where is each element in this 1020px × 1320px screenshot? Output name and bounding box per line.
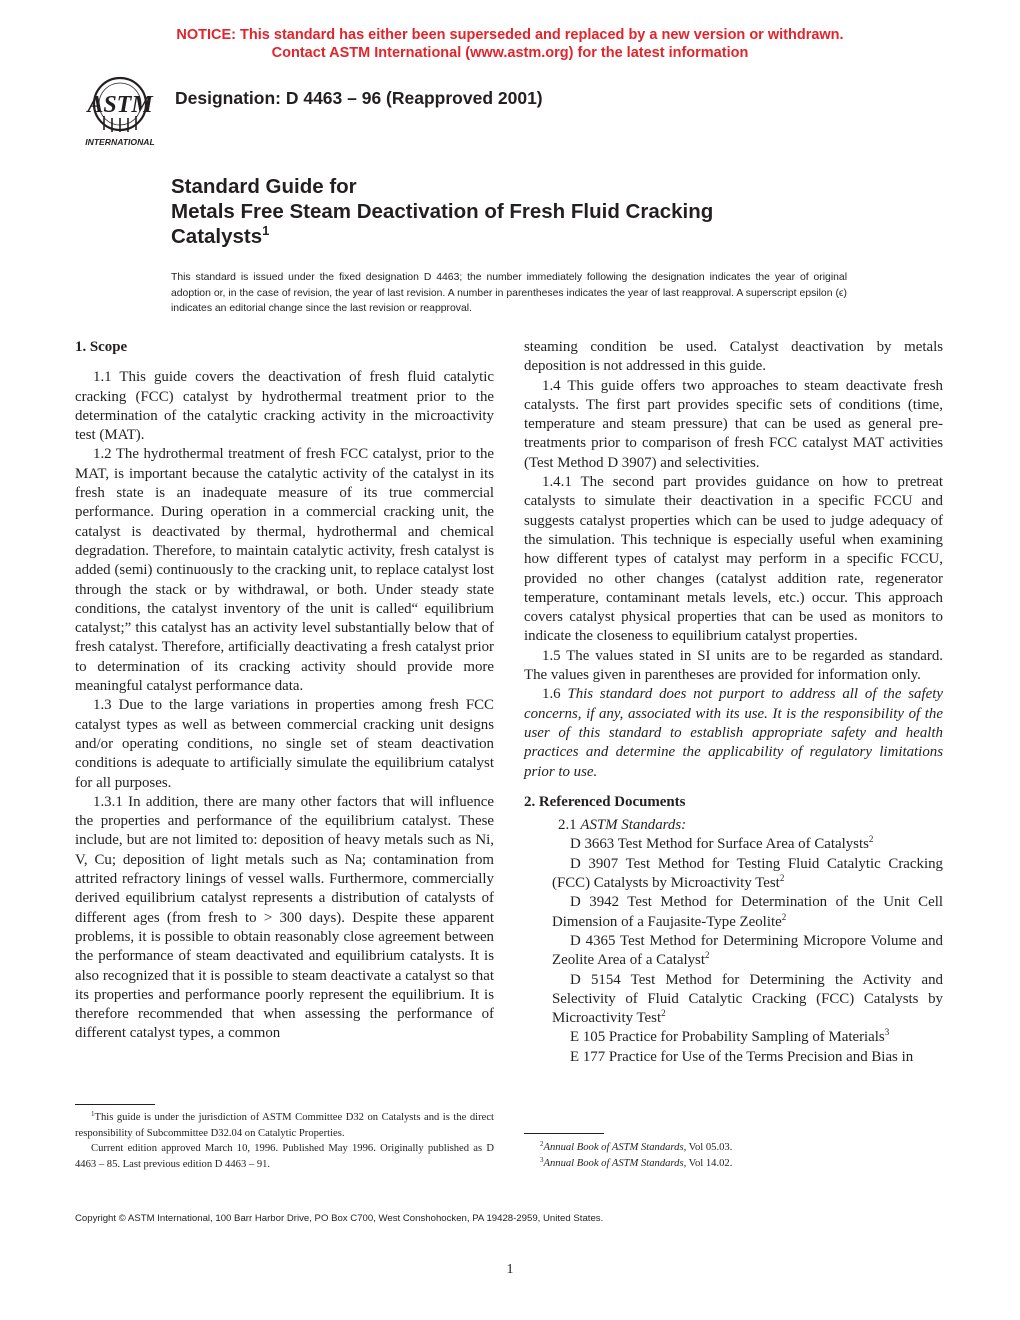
reference-item: D 3942 Test Method for Determination of the Unit Cell Dimension of a Faujasite-Type Zeolite$^2$ bbox=[552, 894, 943, 930]
astm-logo bbox=[74, 76, 166, 150]
reference-item: D 4365 Test Method for Determining Micropore Volume and Zeolite Area of a Catalyst$^2$ bbox=[552, 932, 943, 969]
referenced-documents-heading: 2. Referenced Documents bbox=[524, 793, 686, 810]
paragraph-1-4-1: 1.4.1 The second part provides guidance on how to pretreat catalysts to simulate their deactivation in a specific FCCU and suggests catalyst properties which can be used to judge adequacy of the simulation. This technique is especially useful when examining how different types of catalyst may perform in a specific FCCU, provided no other changes (catalyst addition rate, regenerator temperature, contaminant metals levels, etc.) occur. This approach covers catalyst physical properties that can be used as monitors to indicate the closeness to equilibrium catalyst properties. bbox=[524, 474, 943, 645]
logo-text: ASTM bbox=[87, 92, 153, 118]
paragraph-1-4: 1.4 This guide offers two approaches to steam deactivate fresh catalysts. The first part provides specific sets of conditions (time, temperature and steam pressure) that can be used as general pre-treatments prior to comparison of fresh FCC catalyst MAT activities (Test Method D 3907) and selectivities. bbox=[524, 377, 943, 471]
astm-standards-subheading: 2.1 ASTM Standards: bbox=[558, 817, 687, 834]
paragraph-1-3-1-continued: steaming condition be used. Catalyst deactivation by metals deposition is not addressed in this guide. bbox=[524, 339, 943, 375]
notice-line-2: Contact ASTM International (www.astm.org) for the latest information bbox=[271, 45, 749, 61]
logo-subtext: INTERNATIONAL bbox=[85, 137, 155, 147]
paragraph-1-6: 1.6 This standard does not purport to address all of the safety concerns, if any, associated with its use. It is the responsibility of the user of this standard to establish appropriate safety and health practices and determine the applicability of regulatory limitations prior to use. bbox=[524, 686, 943, 780]
title-line-3: Catalysts bbox=[171, 225, 263, 248]
left-column bbox=[75, 338, 494, 1044]
page-number: 1 bbox=[506, 1262, 514, 1277]
document-title bbox=[171, 174, 713, 249]
footnote-rule bbox=[524, 1133, 604, 1134]
footnote-2: $^2$Annual Book of ASTM Standards, Vol 05.03. bbox=[540, 1140, 733, 1153]
scope-heading: 1. Scope bbox=[75, 339, 128, 355]
designation: Designation: D 4463 – 96 (Reapproved 2001) bbox=[175, 88, 543, 108]
title-line-2: Metals Free Steam Deactivation of Fresh Fluid Cracking bbox=[171, 200, 714, 223]
right-column bbox=[524, 338, 943, 1067]
paragraph-1-3-1: 1.3.1 In addition, there are many other factors that will influence the properties and performance of the equilibrium catalyst. These include, but are not limited to: deposition of heavy metals such as Ni, V, Cu; deposition of light metals such as Na; contamination from attrited refractory linings of vessel walls. Furthermore, commercially derived equilibrium catalyst represents a distribution of catalysts of different ages (from fresh to > 300 days). Despite these apparent problems, it is possible to obtain reasonably close agreement between the performance of steam deactivated and equilibrium catalysts. It is also recognized that it is possible to steam deactivate a catalyst so that its properties and performance poorly represent the equilibrium. It is therefore recommended that when assessing the performance of different catalyst types, a common bbox=[75, 793, 494, 1042]
title-footnote-mark: 1 bbox=[262, 223, 270, 238]
safety-statement: This standard does not purport to address all of the safety concerns, if any, associated with its use. It is the responsibility of the user of this standard to establish appropriate safety and health practices and determine the applicability of regulatory limitations prior to use. bbox=[524, 686, 943, 780]
title-line-1: Standard Guide for bbox=[171, 175, 357, 198]
footnotes-right bbox=[524, 1140, 943, 1171]
paragraph-1-1: 1.1 This guide covers the deactivation of fresh fluid catalytic cracking (FCC) catalyst by hydrothermal treatment prior to the determination of the catalytic cracking activity in the microactivity test (MAT). bbox=[75, 369, 494, 444]
issued-note: This standard is issued under the fixed designation D 4463; the number immediately following the designation indicates the year of original adoption or, in the case of revision, the year of last revision. A number in parentheses indicates the year of last reapproval. A superscript epsilon (ϵ) indicates an editorial change since the last revision or reapproval. bbox=[171, 272, 847, 314]
reference-item: E 105 Practice for Probability Sampling of Materials$^3$ bbox=[570, 1027, 890, 1046]
withdrawal-notice bbox=[0, 26, 1020, 62]
copyright: Copyright © ASTM International, 100 Barr Harbor Drive, PO Box C700, West Conshohocken, PA 19428-2959, United States. bbox=[75, 1213, 604, 1224]
paragraph-1-2: 1.2 The hydrothermal treatment of fresh FCC catalyst, prior to the MAT, is important because the catalytic activity of the catalyst in its fresh state is an inadequate measure of its true commercial performance. During operation in a commercial cracking unit, the catalyst is deactivated by thermal, hydrothermal and chemical degradation. Therefore, to maintain catalytic activity, fresh catalyst is added (semi) continuously to the cracking unit, to replace catalyst lost through the stack or by withdrawal, or both. Under steady state conditions, the catalyst inventory of the unit is called“ equilibrium catalyst;” this catalyst has an activity level substantially below that of fresh catalyst. Therefore, artificially deactivating a fresh catalyst prior to determination of its cracking activity should provide more meaningful catalyst performance data. bbox=[75, 446, 494, 695]
reference-item: D 5154 Test Method for Determining the Activity and Selectivity of Fluid Catalytic Cracking (FCC) Catalysts by Microactivity Test$^2$ bbox=[552, 971, 943, 1027]
footnotes-left bbox=[75, 1110, 494, 1172]
paragraph-1-5: 1.5 The values stated in SI units are to be regarded as standard. The values given in parentheses are provided for information only. bbox=[524, 647, 943, 684]
reference-item: E 177 Practice for Use of the Terms Precision and Bias in bbox=[570, 1048, 914, 1065]
reference-item: D 3907 Test Method for Testing Fluid Catalytic Cracking (FCC) Catalysts by Microactivity Test$^2$ bbox=[552, 855, 943, 892]
footnote-rule bbox=[75, 1104, 155, 1105]
reference-item: D 3663 Test Method for Surface Area of Catalysts$^2$ bbox=[570, 834, 874, 853]
footnote-3: $^3$Annual Book of ASTM Standards, Vol 14.02. bbox=[540, 1155, 733, 1169]
notice-line-1: NOTICE: This standard has either been superseded and replaced by a new version or withdrawn. bbox=[176, 27, 844, 43]
footnote-1-current-edition: Current edition approved March 10, 1996. Published May 1996. Originally published as D 4463 – 85. Last previous edition D 4463 – 91. bbox=[75, 1143, 494, 1170]
footnote-1: $^1$This guide is under the jurisdiction of ASTM Committee D32 on Catalysts and is the direct responsibility of Subcommittee D32.04 on Catalytic Properties. bbox=[75, 1110, 494, 1139]
paragraph-1-3: 1.3 Due to the large variations in properties among fresh FCC catalyst types as well as between commercial cracking unit designs and/or operating conditions, no single set of steam deactivation conditions is adequate to artificially simulate the equilibrium catalyst for all purposes. bbox=[75, 697, 494, 791]
